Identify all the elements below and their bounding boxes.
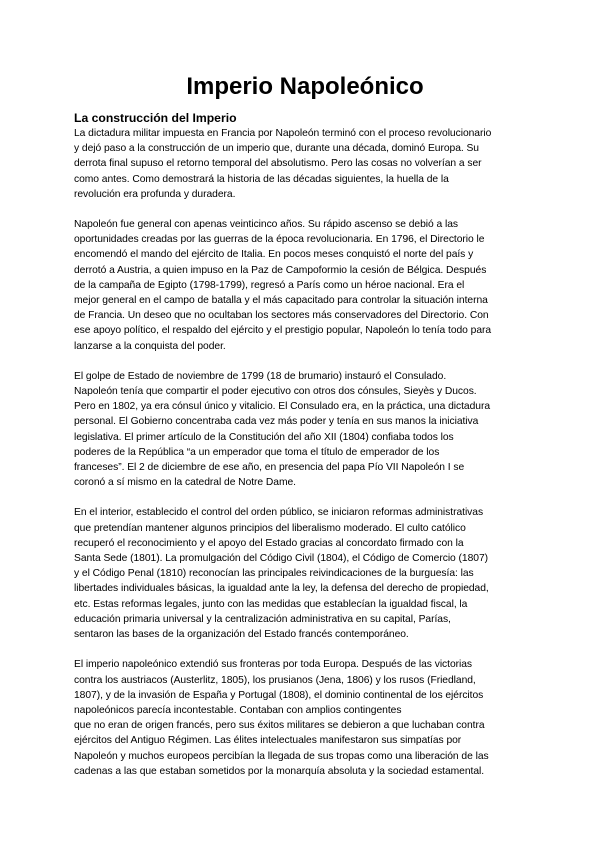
text-line: lanzarse a la conquista del poder. xyxy=(74,340,226,352)
text-line: educación primaria universal y la centralización administrativa en su capital, Parías, xyxy=(74,613,451,625)
text-line: coronó a sí mismo en la catedral de Notre Dame. xyxy=(74,477,296,489)
text-line: Pero en 1802, ya era cónsul único y vitalicio. El Consulado era, en la práctica, una dictadura xyxy=(74,401,491,413)
text-line: La dictadura militar impuesta en Francia por Napoleón terminó con el proceso revolucionario xyxy=(74,128,492,139)
text-line: y dejó paso a la construcción de un imperio que, durante una década, dominó Europa. Su xyxy=(74,143,479,155)
text-line: cadenas a las que estaban sometidos por la monarquía absoluta y la sociedad estamental. xyxy=(74,765,485,777)
text-line: como antes. Como demostrará la historia de las décadas siguientes, la huella de la xyxy=(74,173,449,185)
text-line: personal. El Gobierno concentraba cada vez más poder y tenía en sus manos la iniciativa xyxy=(74,416,479,428)
text-line: napoleónicos parecía incontestable. Contaban con amplios contingentes xyxy=(74,704,402,716)
text-line: oportunidades creadas por las guerras de la época revolucionaria. En 1796, el Directorio le xyxy=(74,234,485,246)
text-line: de la campaña de Egipto (1798-1799), regresó a París como un héroe nacional. Era el xyxy=(74,279,465,291)
text-line: Napoleón tenía que compartir el poder ejecutivo con otros dos cónsules, Sieyès y Ducos. xyxy=(74,386,477,398)
text-line: derrota final supuso el retorno temporal del absolutismo. Pero las cosas no volverían a ser xyxy=(74,158,482,170)
text-line: de Francia. Un deseo que no ocultaban los sectores más conservadores del Directorio. Con xyxy=(74,310,489,322)
text-line: sentaron las bases de la organización del Estado francés contemporáneo. xyxy=(74,629,409,641)
text-line: poderes de la República “a un emperador que toma el título de emperador de los xyxy=(74,446,440,458)
text-line: El imperio napoleónico extendió sus fronteras por toda Europa. Después de las victorias xyxy=(74,659,473,671)
text-line: En el interior, establecido el control del orden público, se iniciaron reformas administrativas xyxy=(74,507,484,519)
text-line: etc. Estas reformas legales, junto con las medidas que establecían la igualdad fiscal, la xyxy=(74,598,468,610)
text-line: recuperó el reconocimiento y el apoyo del Estado gracias al concordato firmado con la xyxy=(74,537,464,549)
paragraph xyxy=(74,657,536,779)
text-line: que pretendían mantener algunos principios del liberalismo moderado. El culto católico xyxy=(74,522,466,534)
section-heading: La construcción del Imperio xyxy=(74,111,237,125)
text-line: ejércitos del Antiguo Régimen. Las élites intelectuales manifestaron sus simpatías por xyxy=(74,735,462,747)
document-body xyxy=(74,126,536,779)
text-line: libertades individuales básicas, la igualdad ante la ley, la defensa del derecho de propiedad, xyxy=(74,583,489,595)
page-title: Imperio Napoleónico xyxy=(186,73,424,100)
text-line: derrotó a Austria, a quien impuso en la Paz de Campoformio la cesión de Bélgica. Después xyxy=(74,264,487,276)
text-line: contra los austriacos (Austerlitz, 1805), los prusianos (Jena, 1806) y los rusos (Friedland, xyxy=(74,674,476,686)
paragraph xyxy=(74,217,536,354)
text-line: encomendó el mando del ejército de Italia. En pocos meses conquistó el norte del país y xyxy=(74,249,474,261)
paragraph xyxy=(74,126,536,202)
text-line: Santa Sede (1801). La promulgación del Código Civil (1804), el Código de Comercio (1807) xyxy=(74,553,489,565)
paragraph xyxy=(74,505,536,642)
text-line: que no eran de origen francés, pero sus éxitos militares se debieron a que luchaban contra xyxy=(74,720,485,732)
text-line: legislativa. El primer artículo de la Constitución del año XII (1804) confiaba todos los xyxy=(74,431,454,443)
text-line: franceses”. El 2 de diciembre de ese año, en presencia del papa Pío VII Napoleón I se xyxy=(74,462,465,474)
paragraph xyxy=(74,369,536,491)
text-line: ese apoyo político, el respaldo del ejército y el prestigio popular, Napoleón lo tenía todo para xyxy=(74,325,492,337)
text-line: El golpe de Estado de noviembre de 1799 (18 de brumario) instauró el Consulado. xyxy=(74,370,447,382)
text-line: 1807), y de la invasión de España y Portugal (1808), el dominio continental de los ejércitos xyxy=(74,689,484,701)
text-line: y el Código Penal (1810) reconocían las principales reivindicaciones de la burguesía: las xyxy=(74,568,474,580)
text-line: Napoleón fue general con apenas veinticinco años. Su rápido ascenso se debió a las xyxy=(74,219,459,231)
text-line: mejor general en el campo de batalla y el más capacitado para controlar la situación interna xyxy=(74,295,488,307)
text-line: revolución era profunda y duradera. xyxy=(74,188,236,200)
text-line: Napoleón y muchos europeos percibían la llegada de sus tropas como una liberación de las xyxy=(74,750,489,762)
document-page xyxy=(74,72,536,794)
